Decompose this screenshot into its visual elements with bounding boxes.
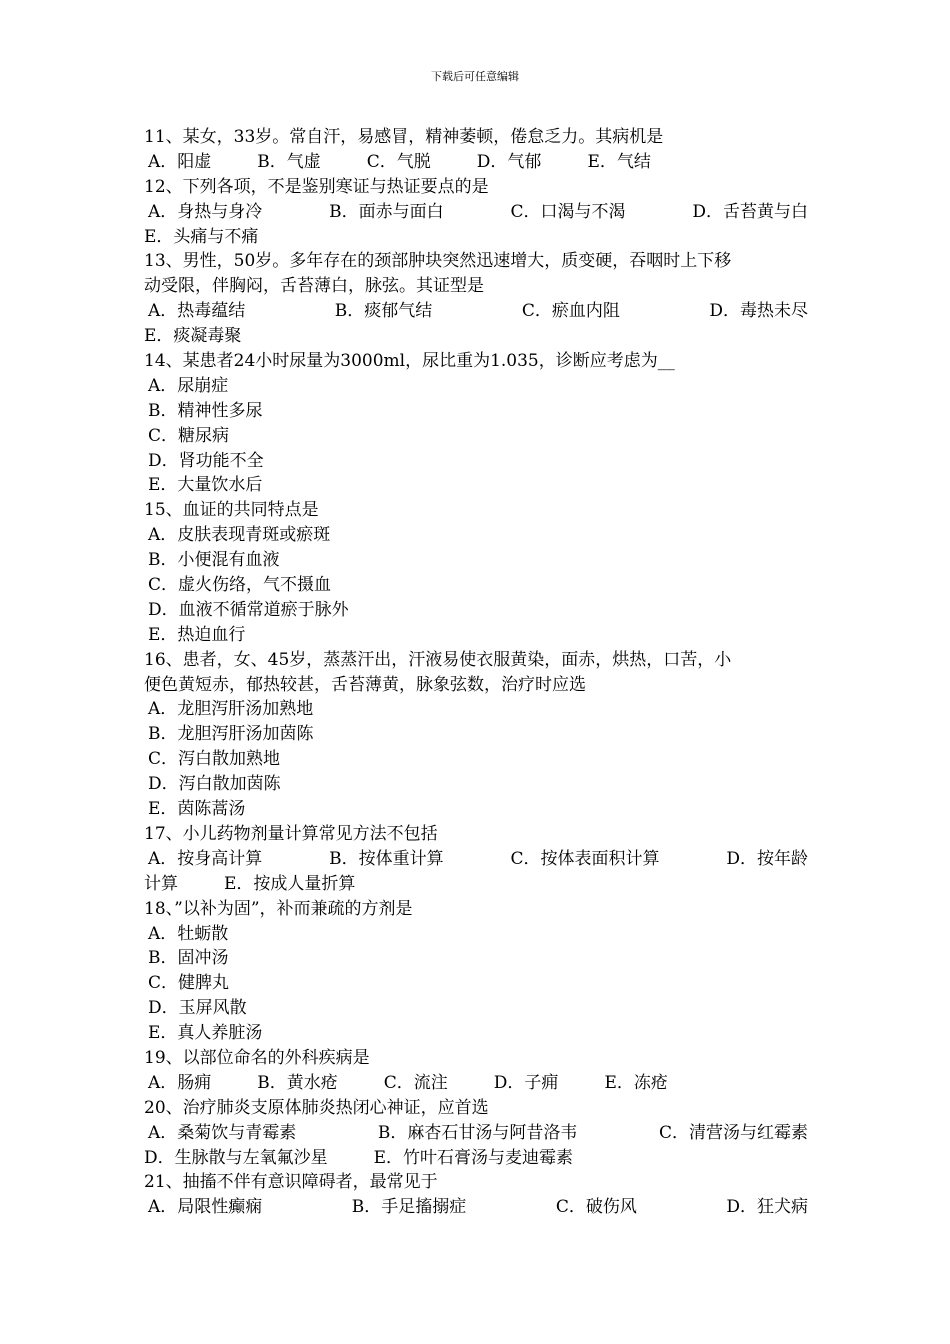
question-text: 12、下列各项，不是鉴别寒证与热证要点的是 (144, 176, 489, 197)
page-header: 下载后可任意编辑 (431, 70, 519, 83)
text-line: A．皮肤表现青斑或瘀斑 (148, 525, 331, 546)
option-text: A．热毒蕴结 (148, 301, 246, 322)
question-text: 17、小儿药物剂量计算常见方法不包括 (144, 823, 438, 844)
option-text: C．清营汤与红霉素 (658, 1122, 808, 1143)
document-body (144, 125, 808, 1220)
text-line: E．痰凝毒聚 (144, 326, 242, 347)
question-text: 14、某患者24小时尿量为3000ml，尿比重为1.035，诊断应考虑为__ (144, 351, 675, 372)
text-line: D．玉屏风散 (148, 998, 247, 1019)
text-line: E．大量饮水后 (148, 475, 263, 496)
option-text: A．按身高计算 (148, 848, 263, 869)
option-text: D．舌苔黄与白 (692, 201, 808, 222)
text-line: A．龙胆泻肝汤加熟地 (148, 699, 314, 720)
question-text: 21、抽搐不伴有意识障碍者，最常见于 (144, 1172, 438, 1193)
text-line: 便色黄短赤，郁热较甚，舌苔薄黄，脉象弦数，治疗时应选 (144, 674, 586, 695)
option-text: B．麻杏石甘汤与阿昔洛韦 (377, 1122, 578, 1143)
option-row (144, 1121, 808, 1146)
option-text: D．毒热未尽 (709, 301, 808, 322)
text-line: C．健脾丸 (148, 973, 230, 994)
option-text: D．按年龄 (726, 848, 808, 869)
option-text: E．气结 (587, 151, 651, 172)
option-text: B．气虚 (257, 151, 321, 172)
text-line: C．糖尿病 (148, 425, 230, 446)
option-text: E．冻疮 (604, 1072, 668, 1093)
option-text: C．气脱 (366, 151, 431, 172)
question-text: 15、血证的共同特点是 (144, 500, 319, 521)
option-text: D．子痈 (493, 1072, 559, 1093)
text-line: C．虚火伤络，气不摄血 (148, 575, 332, 596)
question-text: 18、”以补为固”，补而兼疏的方剂是 (144, 898, 413, 919)
option-text: A．阳虚 (148, 151, 212, 172)
option-row (144, 1071, 808, 1096)
option-text: B．面赤与面白 (329, 201, 444, 222)
option-text: C．瘀血内阻 (521, 301, 620, 322)
question-text: 19、以部位命名的外科疾病是 (144, 1047, 370, 1068)
text-line: B．龙胆泻肝汤加茵陈 (148, 724, 314, 745)
option-row (144, 150, 808, 175)
option-row (144, 299, 808, 324)
text-line: D．血液不循常道瘀于脉外 (148, 599, 349, 620)
question-text: 13、男性，50岁。多年存在的颈部肿块突然迅速增大，质变硬，吞咽时上下移 (144, 251, 732, 272)
option-text: D．狂犬病 (726, 1197, 808, 1218)
option-text: B．手足搐搦症 (351, 1197, 467, 1218)
option-text: B．黄水疮 (257, 1072, 338, 1093)
option-text: C．流注 (383, 1072, 448, 1093)
text-line: A．牡蛎散 (148, 923, 229, 944)
option-row (144, 847, 808, 872)
option-text: C．按体表面积计算 (510, 848, 660, 869)
text-line: B．精神性多尿 (148, 400, 263, 421)
option-text: E．按成人量折算 (224, 873, 356, 894)
option-text: D．生脉散与左氧氟沙星 (144, 1147, 328, 1168)
text-line: D．泻白散加茵陈 (148, 774, 281, 795)
option-text: A．局限性癫痫 (148, 1197, 263, 1218)
text-line: E．茵陈蒿汤 (148, 799, 246, 820)
text-line: 动受限，伴胸闷，舌苔薄白，脉弦。其证型是 (144, 276, 484, 297)
option-text: E．竹叶石膏汤与麦迪霉素 (373, 1147, 574, 1168)
text-line: E．头痛与不痛 (144, 226, 259, 247)
option-text: A．身热与身冷 (148, 201, 263, 222)
question-text: 20、治疗肺炎支原体肺炎热闭心神证，应首选 (144, 1097, 489, 1118)
option-text: C．破伤风 (555, 1197, 637, 1218)
question-text: 16、患者，女、45岁，蒸蒸汗出，汗液易使衣服黄染，面赤，烘热，口苦，小 (144, 649, 732, 670)
option-text: A．肠痈 (148, 1072, 212, 1093)
option-row (144, 1195, 808, 1220)
option-row (144, 1146, 808, 1171)
question-text: 11、某女，33岁。常自汗，易感冒，精神萎顿，倦怠乏力。其病机是 (144, 127, 664, 147)
option-row (144, 200, 808, 225)
option-text: D．气郁 (476, 151, 542, 172)
text-line: B．固冲汤 (148, 948, 229, 969)
option-text: B．痰郁气结 (334, 301, 433, 322)
text-line: D．肾功能不全 (148, 450, 264, 471)
text-line: E．真人养脏汤 (148, 1023, 263, 1044)
option-text: 计算 (144, 873, 178, 894)
text-line: B．小便混有血液 (148, 550, 280, 571)
option-row (144, 872, 808, 897)
text-line: C．泻白散加熟地 (148, 749, 281, 770)
option-text: B．按体重计算 (329, 848, 444, 869)
option-text: C．口渴与不渴 (510, 201, 626, 222)
option-text: A．桑菊饮与青霉素 (148, 1122, 297, 1143)
text-line: E．热迫血行 (148, 624, 246, 645)
text-line: A．尿崩症 (148, 375, 229, 396)
